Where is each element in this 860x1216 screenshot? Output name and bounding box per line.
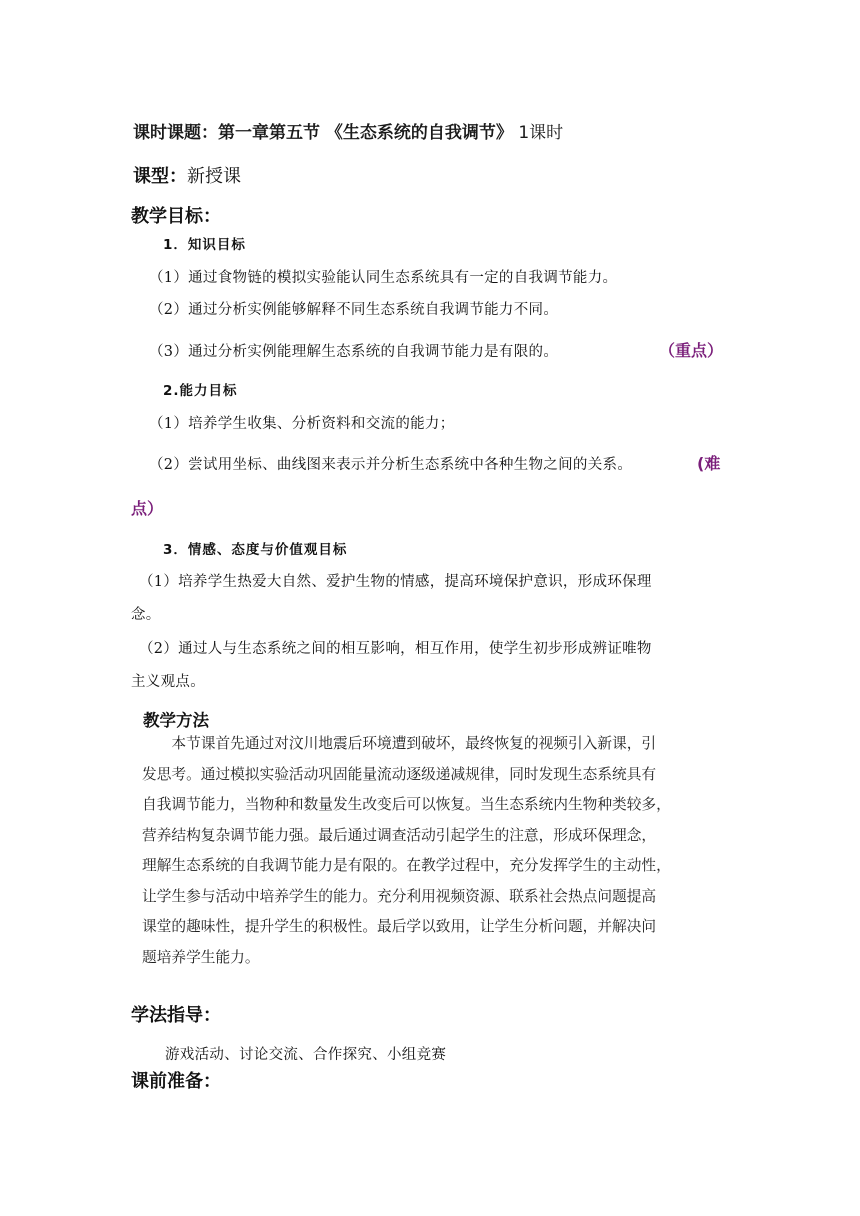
lesson-type-value: 新授课 xyxy=(187,166,241,187)
lesson-type xyxy=(133,162,241,188)
knowledge-item-1: （1）通过食物链的模拟实验能认同生态系统具有一定的自我调节能力。 xyxy=(149,270,618,286)
difficulty-label-end: 点） xyxy=(131,499,164,518)
method-line: 本节课首先通过对汶川地震后环境遭到破坏，最终恢复的视频引入新课，引 xyxy=(142,735,657,752)
study-guide-heading: 学法指导： xyxy=(131,1005,221,1026)
emotion-heading: 3．情感、态度与价值观目标 xyxy=(163,542,348,558)
method-line: 让学生参与活动中培养学生的能力。充分利用视频资源、联系社会热点问题提高 xyxy=(142,887,657,905)
objectives-heading: 教学目标： xyxy=(131,206,221,227)
knowledge-item-2: （2）通过分析实例能够解释不同生态系统自我调节能力不同。 xyxy=(149,302,559,318)
emotion-item-1-line-2: 念。 xyxy=(131,607,161,623)
lesson-type-label: 课型： xyxy=(133,166,187,187)
lesson-title-main: 课时课题：第一章第五节 《生态系统的自我调节》 xyxy=(133,123,513,143)
ability-item-1: （1）培养学生收集、分析资料和交流的能力； xyxy=(149,416,455,432)
ability-item-2: （2）尝试用坐标、曲线图来表示并分析生态系统中各种生物之间的关系。 xyxy=(149,457,633,473)
preparation-heading: 课前准备： xyxy=(131,1071,221,1092)
difficulty-label-start: (难 xyxy=(697,454,721,473)
method-line: 课堂的趣味性，提升学生的积极性。最后学以致用，让学生分析问题，并解决问 xyxy=(142,918,657,935)
method-line: 发思考。通过模拟实验活动巩固能量流动逐级递减规律，同时发现生态系统具有 xyxy=(142,765,657,783)
emotion-item-1-line-1: （1）培养学生热爱大自然、爱护生物的情感，提高环境保护意识，形成环保理 xyxy=(139,574,652,590)
method-line: 营养结构复杂调节能力强。最后通过调查活动引起学生的注意，形成环保理念， xyxy=(142,826,657,844)
knowledge-heading: 1．知识目标 xyxy=(163,237,246,253)
lesson-title xyxy=(133,118,563,143)
method-heading: 教学方法 xyxy=(143,711,209,730)
key-point-label: （重点） xyxy=(659,341,724,360)
knowledge-item-3: （3）通过分析实例能理解生态系统的自我调节能力是有限的。 xyxy=(149,344,559,360)
method-line: 题培养学生能力。 xyxy=(142,948,260,966)
method-line: 理解生态系统的自我调节能力是有限的。在教学过程中，充分发挥学生的主动性， xyxy=(142,857,671,874)
lesson-title-hours: 1课时 xyxy=(512,123,564,143)
method-line: 自我调节能力，当物种和数量发生改变后可以恢复。当生态系统内生物种类较多， xyxy=(142,796,671,813)
study-guide-text: 游戏活动、讨论交流、合作探究、小组竞赛 xyxy=(165,1047,447,1063)
ability-heading: 2.能力目标 xyxy=(163,383,238,399)
emotion-item-2-line-1: （2）通过人与生态系统之间的相互影响，相互作用，使学生初步形成辨证唯物 xyxy=(139,641,652,657)
emotion-item-2-line-2: 主义观点。 xyxy=(131,674,205,690)
method-paragraph xyxy=(142,729,716,973)
